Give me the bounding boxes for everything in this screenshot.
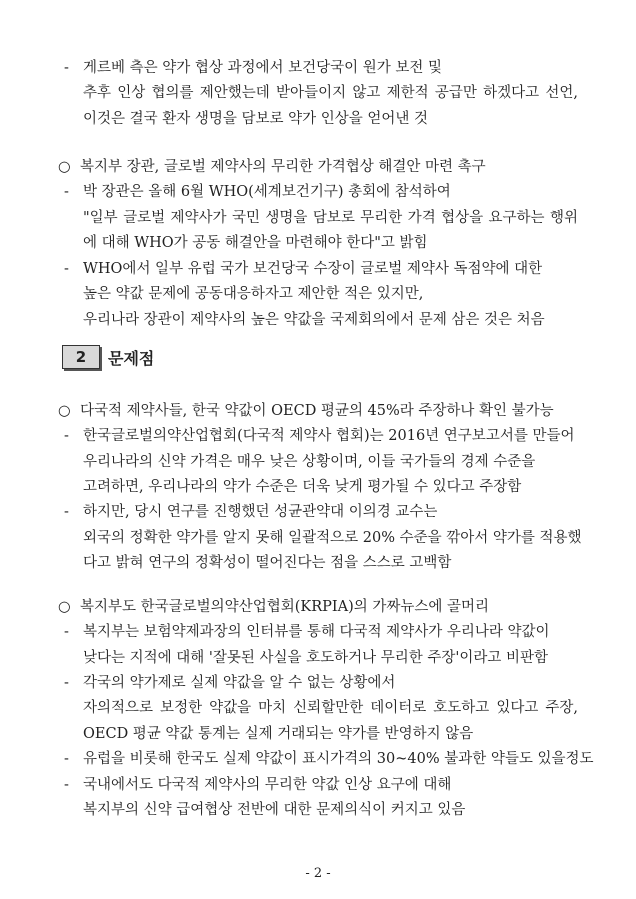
text-line: 이것은 결국 환자 생명을 담보로 약가 인상을 얻어낸 것 <box>83 111 429 127</box>
text-line: 우리나라의 신약 가격은 매우 낮은 상황이며, 이들 국가들의 경제 수준을 <box>83 454 536 470</box>
text-line: 추후 인상 협의를 제안했는데 받아들이지 않고 제한적 공급만 하겠다고 선언, <box>83 85 578 101</box>
circle-item: ○ 복지부도 한국글로벌의약산업협회(KRPIA)의 가짜뉴스에 골머리 <box>58 599 490 615</box>
circle-item: ○ 다국적 제약사들, 한국 약값이 OECD 평균의 45%라 주장하나 확인 불가능 <box>58 403 554 419</box>
dash-item: - 유럽을 비롯해 한국도 실제 약값이 표시가격의 30~40% 불과한 약들도 있을정도 <box>64 751 594 767</box>
dash-item: - 국내에서도 다국적 제약사의 무리한 약값 인상 요구에 대해 <box>64 777 452 793</box>
text-line: 높은 약값 문제에 공동대응하자고 제안한 적은 있지만, <box>83 286 424 302</box>
section-title: 문제점 <box>108 348 155 368</box>
text-line: 복지부의 신약 급여협상 전반에 대한 문제의식이 커지고 있음 <box>83 802 466 818</box>
text-line: 외국의 정확한 약가를 알지 못해 일괄적으로 20% 수준을 깎아서 약가를 적용했 <box>83 530 582 546</box>
dash-item: - 박 장관은 올해 6월 WHO(세계보건기구) 총회에 참석하여 <box>64 184 451 200</box>
page-number: - 2 - <box>305 866 331 881</box>
text-line: 다고 밝혀 연구의 정확성이 떨어진다는 점을 스스로 고백함 <box>83 555 452 571</box>
text-line: 자의적으로 보정한 약값을 마치 신뢰할만한 데이터로 호도하고 있다고 주장, <box>83 700 578 716</box>
dash-item: - WHO에서 일부 유럽 국가 보건당국 수장이 글로벌 제약사 독점약에 대한 <box>64 261 543 277</box>
text-line: 낮다는 지적에 대해 '잘못된 사실을 호도하거나 무리한 주장'이라고 비판함 <box>83 650 549 666</box>
circle-item: ○ 복지부 장관, 글로벌 제약사의 무리한 가격협상 해결안 마련 촉구 <box>58 159 486 175</box>
text-line: "일부 글로벌 제약사가 국민 생명을 담보로 무리한 가격 협상을 요구하는 행위 <box>83 210 578 226</box>
dash-item: - 하지만, 당시 연구를 진행했던 성균관약대 이의경 교수는 <box>64 504 438 520</box>
dash-item: - 복지부는 보험약제과장의 인터뷰를 통해 다국적 제약사가 우리나라 약값이 <box>64 624 550 640</box>
dash-item: - 게르베 측은 약가 협상 과정에서 보건당국이 원가 보전 및 <box>64 60 443 76</box>
text-line: 우리나라 장관이 제약사의 높은 약값을 국제회의에서 문제 삼은 것은 처음 <box>83 312 545 328</box>
dash-item: - 한국글로벌의약산업협회(다국적 제약사 협회)는 2016년 연구보고서를 만들어 <box>64 428 575 444</box>
text-line: 에 대해 WHO가 공동 해결안을 마련해야 한다"고 밝힘 <box>83 235 428 251</box>
text-line: OECD 평균 약값 통계는 실제 거래되는 약가를 반영하지 않음 <box>83 726 474 742</box>
text-line: 고려하면, 우리나라의 약가 수준은 더욱 낮게 평가될 수 있다고 주장함 <box>83 479 522 495</box>
dash-item: - 각국의 약가제로 실제 약값을 알 수 없는 상황에서 <box>64 675 396 691</box>
section-number: 2 <box>62 345 100 369</box>
section-heading <box>62 345 154 369</box>
